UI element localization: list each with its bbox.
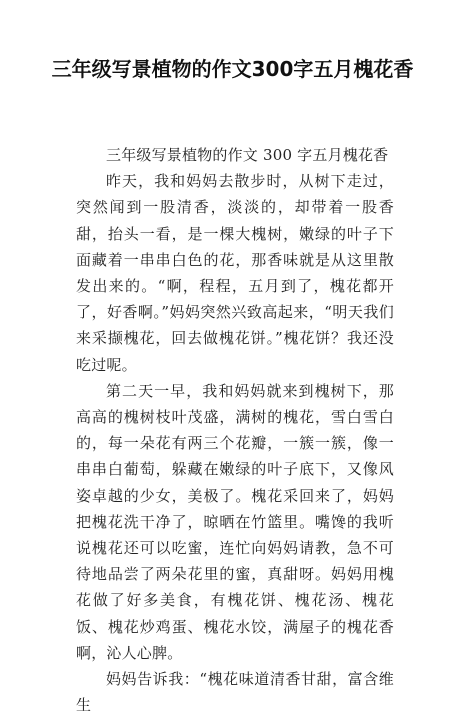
paragraph: 昨天，我和妈妈去散步时，从树下走过，突然闻到一股清香，淡淡的，却带着一股香甜，抬头一看，是一棵大槐树，嫩绿的叶子下面藏着一串串白色的花，那香味就是从这里散发出来的。“啊，程程，五月到了，槐花都开了，好香啊。”妈妈突然兴致高起来，“明天我们来采撷槐花，回去做槐花饼。”槐花饼？我还没吃过呢。 xyxy=(76,172,394,374)
paragraph: 第二天一早，我和妈妈就来到槐树下，那高高的槐树枝叶茂盛，满树的槐花，雪白雪白的，每一朵花有两三个花瓣，一簇一簇，像一串串白葡萄，躲藏在嫩绿的叶子底下，又像风姿卓越的少女，美极了。槐花采回来了，妈妈把槐花洗干净了，晾晒在竹篮里。嘴馋的我听说槐花还可以吃蜜，连忙向妈妈请教，急不可待地品尝了两朵花里的蜜，真甜呀。妈妈用槐花做了好多美食，有槐花饼、槐花汤、槐花饭、槐花炒鸡蛋、槐花水饺，满屋子的槐花香啊，沁人心脾。 xyxy=(76,381,394,662)
document-title: 三年级写景植物的作文300字五月槐花香 xyxy=(51,57,414,81)
paragraph: 妈妈告诉我：“槐花味道清香甘甜，富含维生 xyxy=(76,670,394,715)
document-body xyxy=(76,142,394,718)
document-subtitle: 三年级写景植物的作文 300 字五月槐花香 xyxy=(106,146,389,164)
